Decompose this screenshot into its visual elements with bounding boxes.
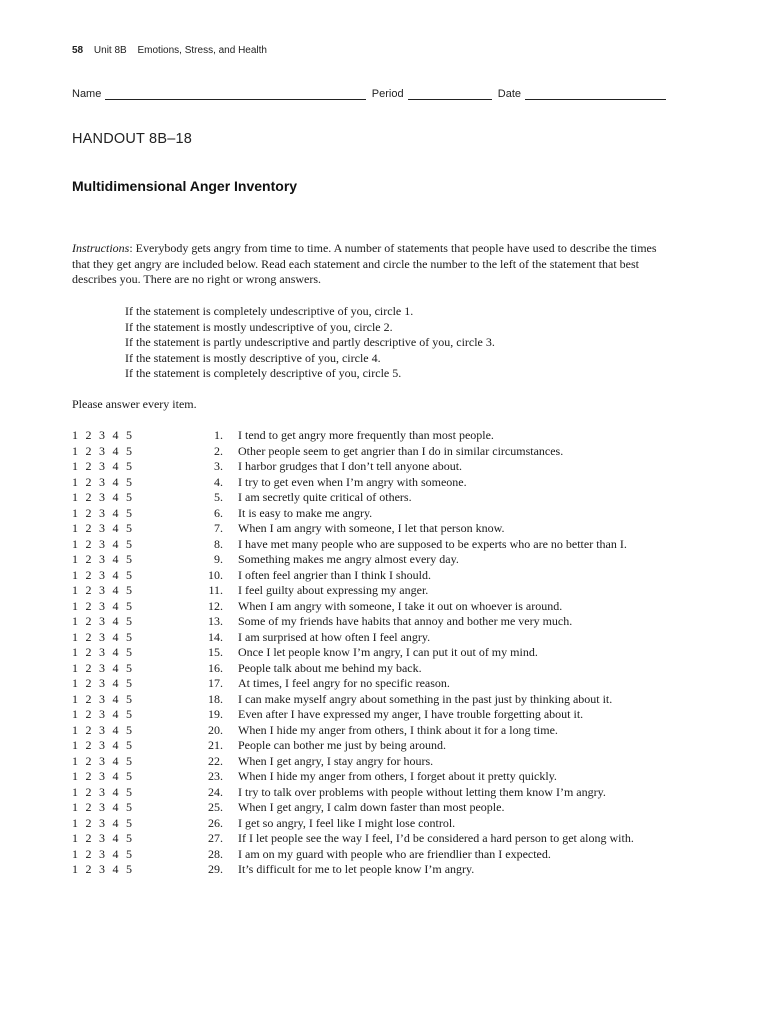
rating-scale <box>72 785 134 801</box>
rating-option-3[interactable]: 3 <box>99 707 105 721</box>
rating-option-3[interactable]: 3 <box>99 428 105 442</box>
rating-option-1[interactable]: 1 <box>72 831 78 845</box>
period-field[interactable] <box>408 88 492 100</box>
item-statement: If I let people see the way I feel, I’d be considered a hard person to get along with. <box>238 831 634 845</box>
rating-option-3[interactable]: 3 <box>99 567 105 582</box>
rating-option-5[interactable]: 5 <box>126 691 132 706</box>
rating-option-2[interactable]: 2 <box>85 707 92 721</box>
rating-option-1[interactable]: 1 <box>72 815 78 830</box>
rating-option-5[interactable]: 5 <box>126 459 132 473</box>
rating-option-4[interactable]: 4 <box>112 474 119 489</box>
rating-option-1[interactable]: 1 <box>72 614 78 628</box>
inventory-item <box>72 707 634 723</box>
item-number: 12. <box>208 598 223 613</box>
rating-option-4[interactable]: 4 <box>112 815 119 830</box>
item-statement: I try to talk over problems with people without letting them know I’m angry. <box>238 784 606 799</box>
rating-option-3[interactable]: 3 <box>99 660 105 675</box>
item-number: 9. <box>214 552 223 566</box>
rating-option-5[interactable]: 5 <box>126 474 132 489</box>
instructions-lead: Instructions <box>72 241 130 255</box>
rating-option-3[interactable]: 3 <box>99 722 105 737</box>
item-number: 7. <box>214 521 223 535</box>
rating-option-3[interactable]: 3 <box>99 629 105 644</box>
rating-option-4[interactable]: 4 <box>112 676 119 690</box>
rating-option-2[interactable]: 2 <box>85 505 92 520</box>
rating-option-2[interactable]: 2 <box>85 800 92 814</box>
instructions <box>72 241 672 288</box>
item-statement: When I am angry with someone, I let that person know. <box>238 521 505 535</box>
inventory-items <box>72 428 634 878</box>
inventory-item <box>72 428 634 444</box>
rating-scale <box>72 707 134 723</box>
rating-option-5[interactable]: 5 <box>126 490 132 504</box>
date-field[interactable] <box>525 88 666 100</box>
rating-scale <box>72 692 134 708</box>
rating-option-4[interactable]: 4 <box>112 722 119 737</box>
item-number: 20. <box>208 722 223 737</box>
item-statement: I often feel angrier than I think I should. <box>238 567 431 582</box>
rating-option-5[interactable]: 5 <box>126 862 132 876</box>
rating-option-1[interactable]: 1 <box>72 459 78 473</box>
rating-option-2[interactable]: 2 <box>85 443 92 458</box>
criterion: If the statement is partly undescriptive and partly descriptive of you, circle 3. <box>125 335 495 349</box>
item-number: 26. <box>208 815 223 830</box>
rating-scale <box>72 645 134 661</box>
inventory-item <box>72 645 634 661</box>
rating-option-4[interactable]: 4 <box>112 660 119 675</box>
rating-option-2[interactable]: 2 <box>85 521 92 535</box>
rating-option-3[interactable]: 3 <box>99 676 105 690</box>
rating-option-5[interactable]: 5 <box>126 831 132 845</box>
rating-option-5[interactable]: 5 <box>126 846 132 861</box>
rating-scale <box>72 847 134 863</box>
rating-option-1[interactable]: 1 <box>72 490 78 504</box>
rating-option-2[interactable]: 2 <box>85 815 92 830</box>
item-number: 11. <box>208 583 223 597</box>
unit-title: Emotions, Stress, and Health <box>137 45 267 56</box>
rating-option-4[interactable]: 4 <box>112 753 119 768</box>
item-number: 15. <box>208 645 223 659</box>
rating-option-4[interactable]: 4 <box>112 738 119 752</box>
rating-scale <box>72 490 134 506</box>
rating-scale <box>72 599 134 615</box>
rating-scale <box>72 568 134 584</box>
rating-option-5[interactable]: 5 <box>126 800 132 814</box>
rating-option-5[interactable]: 5 <box>126 629 132 644</box>
rating-option-4[interactable]: 4 <box>112 583 119 597</box>
rating-option-5[interactable]: 5 <box>126 769 132 783</box>
rating-option-2[interactable]: 2 <box>85 459 92 473</box>
rating-option-3[interactable]: 3 <box>99 769 105 783</box>
rating-option-3[interactable]: 3 <box>99 490 105 504</box>
rating-option-5[interactable]: 5 <box>126 722 132 737</box>
rating-option-2[interactable]: 2 <box>85 629 92 644</box>
rating-option-3[interactable]: 3 <box>99 784 105 799</box>
rating-option-2[interactable]: 2 <box>85 691 92 706</box>
item-number: 3. <box>214 459 223 473</box>
rating-scale <box>72 459 134 475</box>
inventory-item <box>72 444 634 460</box>
rating-option-2[interactable]: 2 <box>85 831 92 845</box>
rating-option-5[interactable]: 5 <box>126 614 132 628</box>
criterion: If the statement is completely descriptive of you, circle 5. <box>125 366 402 380</box>
rating-option-1[interactable]: 1 <box>72 474 78 489</box>
rating-option-1[interactable]: 1 <box>72 862 78 876</box>
rating-scale <box>72 614 134 630</box>
rating-option-5[interactable]: 5 <box>126 505 132 520</box>
rating-option-4[interactable]: 4 <box>112 629 119 644</box>
rating-scale <box>72 754 134 770</box>
item-number: 29. <box>208 862 223 876</box>
rating-option-4[interactable]: 4 <box>112 505 119 520</box>
item-statement: I get so angry, I feel like I might lose control. <box>238 815 456 830</box>
inventory-item <box>72 754 634 770</box>
rating-option-2[interactable]: 2 <box>85 738 92 752</box>
item-statement: I am secretly quite critical of others. <box>238 490 412 504</box>
period-label: Period <box>371 88 404 100</box>
rating-option-4[interactable]: 4 <box>112 831 119 845</box>
name-field[interactable] <box>105 88 365 100</box>
rating-option-1[interactable]: 1 <box>72 598 78 613</box>
handout-label: HANDOUT 8B–18 <box>72 131 192 147</box>
inventory-item <box>72 459 634 475</box>
item-number: 10. <box>208 567 223 582</box>
rating-option-3[interactable]: 3 <box>99 815 105 830</box>
item-statement: I try to get even when I’m angry with someone. <box>238 474 467 489</box>
rating-option-1[interactable]: 1 <box>72 536 78 551</box>
rating-option-2[interactable]: 2 <box>85 490 92 504</box>
rating-option-2[interactable]: 2 <box>85 474 92 489</box>
item-statement: Something makes me angry almost every day. <box>238 552 459 566</box>
rating-option-4[interactable]: 4 <box>112 443 119 458</box>
rating-scale <box>72 475 134 491</box>
item-number: 1. <box>214 428 223 442</box>
item-statement: It is easy to make me angry. <box>238 505 373 520</box>
item-statement: Some of my friends have habits that annoy and bother me very much. <box>238 614 573 628</box>
rating-option-4[interactable]: 4 <box>112 784 119 799</box>
item-statement: I tend to get angry more frequently than most people. <box>238 428 494 442</box>
inventory-item <box>72 785 634 801</box>
item-statement: Other people seem to get angrier than I do in similar circumstances. <box>238 443 564 458</box>
rating-scale <box>72 552 134 568</box>
rating-option-2[interactable]: 2 <box>85 583 92 597</box>
item-number: 14. <box>208 629 223 644</box>
rating-option-3[interactable]: 3 <box>99 598 105 613</box>
rating-option-1[interactable]: 1 <box>72 645 78 659</box>
rating-option-2[interactable]: 2 <box>85 862 92 876</box>
inventory-item <box>72 692 634 708</box>
rating-option-3[interactable]: 3 <box>99 691 105 706</box>
rating-option-3[interactable]: 3 <box>99 536 105 551</box>
rating-option-5[interactable]: 5 <box>126 428 132 442</box>
rating-option-1[interactable]: 1 <box>72 846 78 861</box>
rating-option-1[interactable]: 1 <box>72 707 78 721</box>
rating-option-2[interactable]: 2 <box>85 598 92 613</box>
item-statement: People talk about me behind my back. <box>238 660 422 675</box>
rating-option-1[interactable]: 1 <box>72 800 78 814</box>
rating-scale <box>72 583 134 599</box>
rating-scale <box>72 506 134 522</box>
rating-option-4[interactable]: 4 <box>112 428 119 442</box>
inventory-item <box>72 537 634 553</box>
rating-scale <box>72 831 134 847</box>
inventory-item <box>72 676 634 692</box>
rating-option-3[interactable]: 3 <box>99 753 105 768</box>
item-number: 6. <box>214 505 223 520</box>
inventory-item <box>72 847 634 863</box>
rating-option-2[interactable]: 2 <box>85 614 92 628</box>
rating-option-1[interactable]: 1 <box>72 521 78 535</box>
rating-option-4[interactable]: 4 <box>112 707 119 721</box>
instructions-body: : Everybody gets angry from time to time. A number of statements that people have used to describe the times that they get angry are included below. Read each statement and circle the number to the left of the statement that best describes you. There are no right or wrong answers. <box>72 241 657 286</box>
rating-option-5[interactable]: 5 <box>126 738 132 752</box>
inventory-item <box>72 862 634 878</box>
inventory-item <box>72 738 634 754</box>
rating-option-4[interactable]: 4 <box>112 614 119 628</box>
inventory-item <box>72 552 634 568</box>
item-statement: When I get angry, I stay angry for hours. <box>238 753 434 768</box>
rating-option-2[interactable]: 2 <box>85 567 92 582</box>
item-statement: When I hide my anger from others, I think about it for a long time. <box>238 722 558 737</box>
rating-option-4[interactable]: 4 <box>112 645 119 659</box>
inventory-item <box>72 816 634 832</box>
inventory-item <box>72 475 634 491</box>
item-statement: I harbor grudges that I don’t tell anyone about. <box>238 459 463 473</box>
date-label: Date <box>497 88 522 100</box>
rating-scale <box>72 738 134 754</box>
rating-option-5[interactable]: 5 <box>126 815 132 830</box>
rating-option-4[interactable]: 4 <box>112 862 119 876</box>
rating-scale <box>72 630 134 646</box>
rating-option-2[interactable]: 2 <box>85 676 92 690</box>
item-statement: When I get angry, I calm down faster than most people. <box>238 800 505 814</box>
item-number: 25. <box>208 800 223 814</box>
item-number: 16. <box>208 660 223 675</box>
item-statement: I have met many people who are supposed to be experts who are no better than I. <box>238 536 627 551</box>
item-statement: At times, I feel angry for no specific reason. <box>238 676 450 690</box>
rating-option-1[interactable]: 1 <box>72 567 78 582</box>
rating-scale <box>72 862 134 878</box>
item-number: 18. <box>208 691 223 706</box>
inventory-item <box>72 490 634 506</box>
rating-option-3[interactable]: 3 <box>99 831 105 845</box>
rating-option-2[interactable]: 2 <box>85 846 92 861</box>
rating-scale <box>72 521 134 537</box>
rating-option-5[interactable]: 5 <box>126 645 132 659</box>
inventory-item <box>72 568 634 584</box>
inventory-item <box>72 800 634 816</box>
item-number: 8. <box>214 536 223 551</box>
unit-number: Unit 8B <box>93 45 127 56</box>
rating-option-1[interactable]: 1 <box>72 676 78 690</box>
item-number: 19. <box>208 707 223 721</box>
rating-option-5[interactable]: 5 <box>126 676 132 690</box>
rating-option-4[interactable]: 4 <box>112 490 119 504</box>
item-statement: When I hide my anger from others, I forget about it pretty quickly. <box>238 769 557 783</box>
name-label: Name <box>72 88 102 100</box>
rating-scale <box>72 537 134 553</box>
rating-option-3[interactable]: 3 <box>99 505 105 520</box>
page-number: 58 <box>72 45 84 56</box>
item-statement: When I am angry with someone, I take it out on whoever is around. <box>238 598 563 613</box>
inventory-item <box>72 630 634 646</box>
student-info-line <box>72 88 672 100</box>
rating-option-5[interactable]: 5 <box>126 598 132 613</box>
inventory-item <box>72 583 634 599</box>
item-number: 28. <box>208 846 223 861</box>
item-statement: I feel guilty about expressing my anger. <box>238 583 429 597</box>
rating-scale <box>72 428 134 444</box>
rating-scale <box>72 444 134 460</box>
rating-option-2[interactable]: 2 <box>85 645 92 659</box>
rating-option-2[interactable]: 2 <box>85 722 92 737</box>
inventory-item <box>72 661 634 677</box>
rating-option-5[interactable]: 5 <box>126 536 132 551</box>
rating-scale <box>72 816 134 832</box>
rating-option-4[interactable]: 4 <box>112 459 119 473</box>
item-statement: I am on my guard with people who are friendlier than I expected. <box>238 846 551 861</box>
item-statement: I can make myself angry about something in the past just by thinking about it. <box>238 691 613 706</box>
inventory-item <box>72 599 634 615</box>
rating-option-2[interactable]: 2 <box>85 660 92 675</box>
rating-scale <box>72 661 134 677</box>
rating-option-1[interactable]: 1 <box>72 583 78 597</box>
rating-criteria-list <box>125 304 495 382</box>
item-number: 13. <box>208 614 223 628</box>
rating-option-1[interactable]: 1 <box>72 629 78 644</box>
inventory-item <box>72 831 634 847</box>
rating-scale <box>72 800 134 816</box>
rating-option-1[interactable]: 1 <box>72 443 78 458</box>
item-number: 17. <box>208 676 223 690</box>
rating-option-2[interactable]: 2 <box>85 536 92 551</box>
inventory-item <box>72 506 634 522</box>
inventory-item <box>72 769 634 785</box>
rating-option-1[interactable]: 1 <box>72 769 78 783</box>
rating-option-3[interactable]: 3 <box>99 800 105 814</box>
rating-scale <box>72 676 134 692</box>
rating-option-5[interactable]: 5 <box>126 784 132 799</box>
item-number: 5. <box>214 490 223 504</box>
page-title: Multidimensional Anger Inventory <box>72 178 298 194</box>
rating-option-3[interactable]: 3 <box>99 443 105 458</box>
criterion: If the statement is mostly descriptive of you, circle 4. <box>125 350 381 365</box>
item-number: 27. <box>208 831 223 845</box>
item-statement: It’s difficult for me to let people know I’m angry. <box>238 862 475 876</box>
item-statement: I am surprised at how often I feel angry. <box>238 629 431 644</box>
item-statement: People can bother me just by being around. <box>238 738 446 752</box>
rating-option-2[interactable]: 2 <box>85 428 92 442</box>
rating-option-3[interactable]: 3 <box>99 645 105 659</box>
rating-option-2[interactable]: 2 <box>85 552 92 566</box>
rating-option-5[interactable]: 5 <box>126 521 132 535</box>
rating-option-3[interactable]: 3 <box>99 474 105 489</box>
rating-option-5[interactable]: 5 <box>126 567 132 582</box>
rating-option-1[interactable]: 1 <box>72 505 78 520</box>
item-number: 23. <box>208 769 223 783</box>
rating-option-5[interactable]: 5 <box>126 660 132 675</box>
please-answer-note: Please answer every item. <box>72 397 197 411</box>
rating-option-4[interactable]: 4 <box>112 521 119 535</box>
inventory-item <box>72 614 634 630</box>
rating-option-1[interactable]: 1 <box>72 753 78 768</box>
rating-option-5[interactable]: 5 <box>126 552 132 566</box>
rating-option-3[interactable]: 3 <box>99 552 105 566</box>
rating-option-2[interactable]: 2 <box>85 784 92 799</box>
rating-option-3[interactable]: 3 <box>99 846 105 861</box>
rating-option-5[interactable]: 5 <box>126 753 132 768</box>
item-statement: Even after I have expressed my anger, I have trouble forgetting about it. <box>238 707 584 721</box>
rating-option-1[interactable]: 1 <box>72 428 78 442</box>
rating-scale <box>72 723 134 739</box>
rating-option-3[interactable]: 3 <box>99 614 105 628</box>
rating-option-4[interactable]: 4 <box>112 536 119 551</box>
item-number: 4. <box>214 474 223 489</box>
rating-option-4[interactable]: 4 <box>112 552 119 566</box>
item-statement: Once I let people know I’m angry, I can put it out of my mind. <box>238 645 538 659</box>
rating-option-2[interactable]: 2 <box>85 753 92 768</box>
inventory-item <box>72 521 634 537</box>
criterion: If the statement is mostly undescriptive of you, circle 2. <box>125 319 393 334</box>
rating-option-4[interactable]: 4 <box>112 846 119 861</box>
rating-option-2[interactable]: 2 <box>85 769 92 783</box>
item-number: 22. <box>208 753 223 768</box>
rating-option-5[interactable]: 5 <box>126 583 132 597</box>
rating-option-4[interactable]: 4 <box>112 691 119 706</box>
rating-option-4[interactable]: 4 <box>112 567 119 582</box>
item-number: 2. <box>214 443 223 458</box>
inventory-item <box>72 723 634 739</box>
item-number: 24. <box>208 784 223 799</box>
item-number: 21. <box>208 738 223 752</box>
rating-option-3[interactable]: 3 <box>99 862 105 876</box>
rating-option-4[interactable]: 4 <box>112 769 119 783</box>
criterion: If the statement is completely undescriptive of you, circle 1. <box>125 304 414 318</box>
rating-option-4[interactable]: 4 <box>112 800 119 814</box>
rating-scale <box>72 769 134 785</box>
rating-option-1[interactable]: 1 <box>72 722 78 737</box>
rating-option-3[interactable]: 3 <box>99 521 105 535</box>
rating-option-1[interactable]: 1 <box>72 660 78 675</box>
rating-option-3[interactable]: 3 <box>99 738 105 752</box>
rating-option-1[interactable]: 1 <box>72 691 78 706</box>
rating-option-4[interactable]: 4 <box>112 598 119 613</box>
running-head <box>72 45 267 56</box>
rating-option-3[interactable]: 3 <box>99 583 105 597</box>
rating-option-3[interactable]: 3 <box>99 459 105 473</box>
rating-option-1[interactable]: 1 <box>72 552 78 566</box>
rating-option-5[interactable]: 5 <box>126 707 132 721</box>
rating-option-1[interactable]: 1 <box>72 738 78 752</box>
rating-option-5[interactable]: 5 <box>126 443 132 458</box>
rating-option-1[interactable]: 1 <box>72 784 78 799</box>
